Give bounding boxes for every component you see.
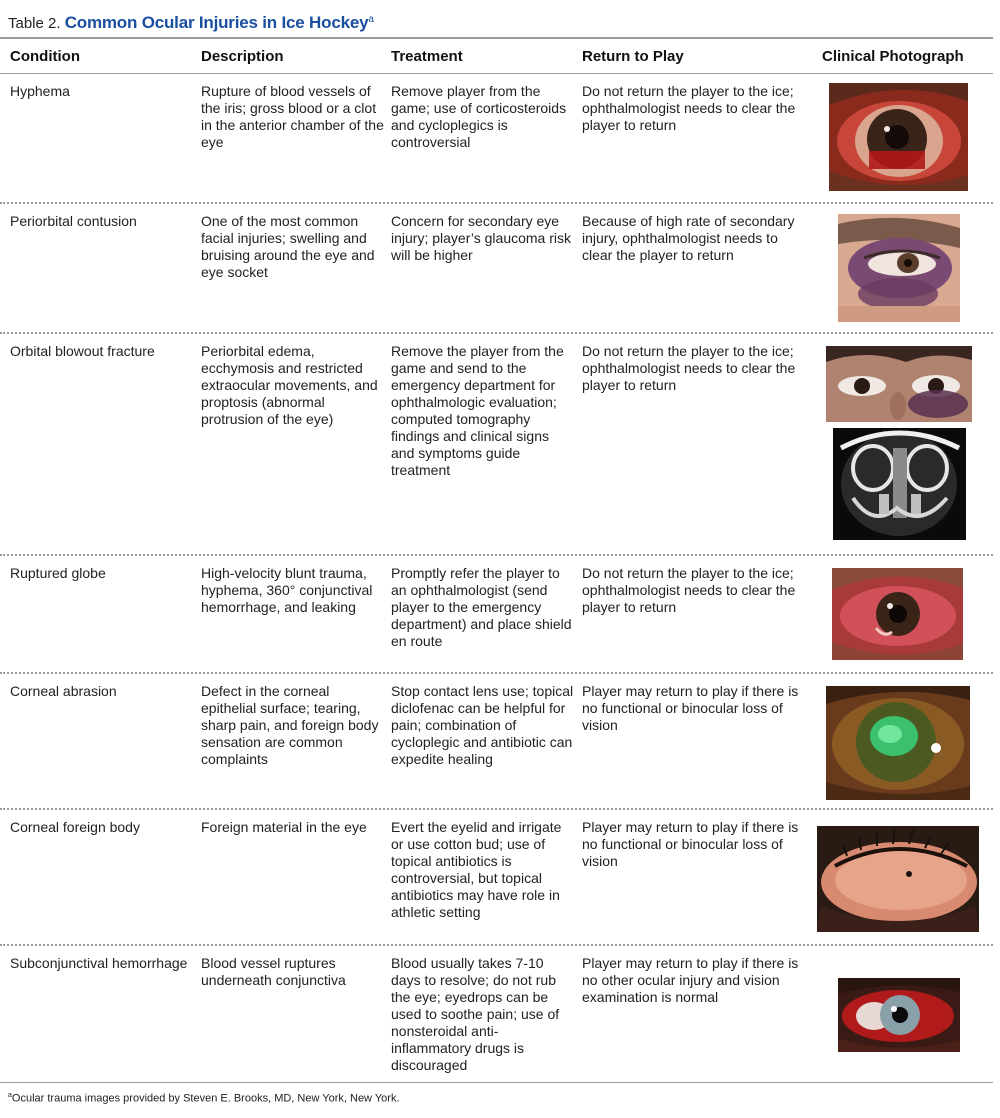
subconjunctival-hemorrhage-photo <box>838 978 960 1052</box>
cell-treatment: Evert the eyelid and irrigate or use cotton bud; use of topical antibiotics is controversial, but topical antibiotics may have role in athletic setting <box>391 819 562 920</box>
cell-condition: Orbital blowout fracture <box>10 343 155 359</box>
cell-description: Periorbital edema, ecchymosis and restricted extraocular movements, and proptosis (abnormal protrusion of the eye) <box>201 343 378 427</box>
title-footnote-marker: a <box>368 14 374 25</box>
table-row <box>0 674 993 810</box>
cell-condition: Ruptured globe <box>10 565 106 581</box>
column-header-description: Description <box>201 48 284 65</box>
blowout-fracture-ct-scan <box>833 428 966 540</box>
table-title <box>8 8 374 32</box>
table-label: Table 2. <box>8 15 61 32</box>
column-header-return-to-play: Return to Play <box>582 48 684 65</box>
hyphema-eye-photo <box>829 83 968 191</box>
column-header-treatment: Treatment <box>391 48 463 65</box>
cell-treatment: Concern for secondary eye injury; player’s glaucoma risk will be higher <box>391 213 571 263</box>
table-row <box>0 810 993 946</box>
table-header-row <box>0 40 993 72</box>
cell-return-to-play: Player may return to play if there is no other ocular injury and vision examination is normal <box>582 955 799 1005</box>
cell-description: Rupture of blood vessels of the iris; gross blood or a clot in the anterior chamber of the eye <box>201 83 384 150</box>
cell-treatment: Stop contact lens use; topical diclofenac can be helpful for pain; combination of cycloplegic and antibiotic can expedite healing <box>391 683 574 767</box>
cell-treatment: Blood usually takes 7-10 days to resolve; do not rub the eye; eyedrops can be used to soothe pain; use of nonsteroidal anti-inflammatory drugs is discouraged <box>391 955 560 1073</box>
table-row <box>0 334 993 556</box>
table-row <box>0 204 993 334</box>
cell-description: High-velocity blunt trauma, hyphema, 360° conjunctival hemorrhage, and leaking <box>201 565 373 615</box>
cell-return-to-play: Player may return to play if there is no functional or binocular loss of vision <box>582 819 799 869</box>
column-header-clinical-photograph: Clinical Photograph <box>822 48 964 65</box>
cell-return-to-play: Do not return the player to the ice; ophthalmologist needs to clear the player to return <box>582 343 796 393</box>
top-rule <box>0 37 993 39</box>
table-title-text: Common Ocular Injuries in Ice Hockey <box>64 13 369 32</box>
table-row <box>0 556 993 674</box>
cell-treatment: Remove player from the game; use of corticosteroids and cycloplegics is controversial <box>391 83 567 150</box>
cell-return-to-play: Do not return the player to the ice; ophthalmologist needs to clear the player to return <box>582 565 796 615</box>
cell-return-to-play: Do not return the player to the ice; ophthalmologist needs to clear the player to return <box>582 83 796 133</box>
cell-return-to-play: Player may return to play if there is no functional or binocular loss of vision <box>582 683 799 733</box>
cell-condition: Corneal abrasion <box>10 683 117 699</box>
bruised-eye-photo <box>838 214 960 322</box>
footnote-text: Ocular trauma images provided by Steven E. Brooks, MD, New York, New York. <box>11 1092 400 1105</box>
ruptured-globe-photo <box>832 568 963 660</box>
table-row <box>0 946 993 1082</box>
table-row <box>0 74 993 204</box>
cell-description: Foreign material in the eye <box>201 819 367 835</box>
cell-condition: Periorbital contusion <box>10 213 137 229</box>
cell-condition: Hyphema <box>10 83 70 99</box>
bottom-rule <box>0 1082 993 1083</box>
cell-description: One of the most common facial injuries; swelling and bruising around the eye and eye socket <box>201 213 375 280</box>
cell-description: Defect in the corneal epithelial surface; tearing, sharp pain, and foreign body sensation are common complaints <box>201 683 379 767</box>
cell-treatment: Promptly refer the player to an ophthalmologist (send player to the emergency department) and place shield en route <box>391 565 572 649</box>
corneal-foreign-body-photo <box>817 826 979 932</box>
blowout-fracture-photo <box>826 346 972 422</box>
cell-description: Blood vessel ruptures underneath conjunctiva <box>201 955 346 988</box>
footnote-marker: a <box>8 1092 12 1099</box>
table-footnote <box>8 1092 400 1105</box>
cell-treatment: Remove the player from the game and send to the emergency department for ophthalmologic evaluation; computed tomography findings and clinical signs and symptoms guide treatment <box>391 343 564 478</box>
column-header-condition: Condition <box>10 48 80 65</box>
cell-return-to-play: Because of high rate of secondary injury, ophthalmologist needs to clear the player to return <box>582 213 795 263</box>
cell-condition: Subconjunctival hemorrhage <box>10 955 188 971</box>
corneal-abrasion-photo <box>826 686 970 800</box>
cell-condition: Corneal foreign body <box>10 819 140 835</box>
